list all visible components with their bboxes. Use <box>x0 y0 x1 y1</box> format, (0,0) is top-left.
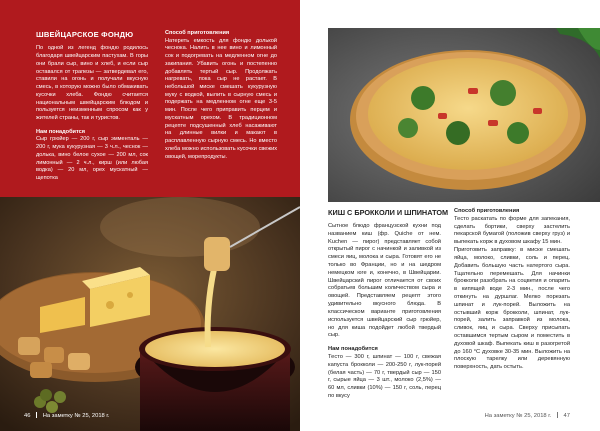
footer-divider <box>557 412 558 418</box>
quiche-method-heading: Способ приготовления <box>454 208 520 214</box>
quiche-intro: Сытное блюдо французской кухни под названием киш (фр. Quiche от нем. Kuchen — пирог) представляет собой открытый пирог с начинкой и заливкой из смеси яиц, молока и сыра. Готовят его не только во Франции, но и на шедром немецком юге и, конечно, в Швейцарии. Швейцарский пирог отличается от своих собратьев большим количеством сыра и овощей. Представляем рецепт этого удивительно вкусного блюда. В классическом варианте приготовления используется швейцарский сыр грюйер, но для киша подойдет любой твердый сыр. <box>328 222 441 339</box>
recipe-title-quiche: КИШ С БРОККОЛИ И ШПИНАТОМ <box>328 208 449 217</box>
recipe-title-fondue: ШВЕЙЦАРСКОЕ ФОНДЮ <box>36 30 134 39</box>
quiche-ingredients-heading: Нам понадобится <box>328 346 378 353</box>
left-column-1 <box>36 30 148 183</box>
right-footer <box>481 412 570 419</box>
issue-label-left: На заметку № 25, 2018 г. <box>42 413 110 419</box>
fondue-ingredients-heading: Нам понадобится <box>36 128 86 135</box>
quiche-method-step-2: Приготовить заправку: в миске смешать яйца, молоко, сливки, соль и перец. Добавить большую часть натертого сыра. Тщательно перемешать. Для начинки брокколи разобрать на соцветия и опарить в кипящей воде 2-3 мин., после чего откинуть на дуршлаг. Мелко порезать шпинат и лук-порей. Выложить на остывший корж брокколи, шпинат, лук-порей, залить заправкой из молока, сливок, яиц и сыра. Сверху присыпать оставшимся тертым сыром и поместить в духовой шкаф. Выпекать киш в разогретой до 160 °C духовке 30-35 мин. Выложить на плоскую тарелку или деревянную поверхность, дать остыть. <box>454 247 570 371</box>
quiche-photo <box>328 28 600 202</box>
right-page <box>300 0 600 431</box>
fondue-photo <box>0 197 300 431</box>
page-number-left: 46 <box>24 413 31 419</box>
page-number-right: 47 <box>563 413 570 419</box>
right-column-2 <box>454 208 570 372</box>
fondue-intro: По одной из легенд фондю родилось благодаря швейцарским пастухам. В горы они брали сыр, вино и хлеб, и если сыр оставался от трапезы — затвердевал его, ставили на огонь и получали вкусную смесь, в которую можно было обмакивать кусочки хлеба. Фондю считается национальным швейцарским блюдом и пользуется неизменным спросом как у жителей страны, так и туристов. <box>36 45 148 121</box>
left-column-2 <box>165 30 277 161</box>
fondue-method: Натереть емкость для фондю долькой чеснока. Налить в нее вино и лимонный сок и подогревать на медленном огне до закипания. Убавить огонь и постепенно добавлять тертый сыр. Продолжать нагревать, пока сыр не растает. В небольшой миске смешать кукурузную муку с водкой, вылить в сырную смесь и подержать на медленном огне еще 3-5 мин. После чего приправить перцем и мускатным орехом. В традиционном рецепте подсушенный хлеб насаживают на длинные вилки и макают в расплавленную сырную смесь. Но вместо хлеба можно использовать кусочки свежих овощей, морепродукты. <box>165 37 277 160</box>
quiche-method-step-1: Тесто раскатать по форме для запекания, сделать бортики, сверху застелить пекарской бумагой (положив сверху груз) и выпекать корж в духовом шкафу 15 мин. <box>454 215 570 246</box>
quiche-ingredients: Тесто — 300 г, шпинат — 100 г, свежая капуста брокколи — 200-250 г, лук-порей (белая часть) — 70 г, твердый сыр — 150 г, сырые яйца — 3 шт., молоко (2,5%) — 60 мл, сливки (10%) — 150 г, соль, перец по вкусу <box>328 353 441 400</box>
left-footer <box>24 412 113 419</box>
fondue-method-heading: Способ приготовления <box>165 30 230 36</box>
footer-divider <box>36 412 37 418</box>
right-column-1 <box>328 208 449 401</box>
issue-label-right: На заметку № 25, 2018 г. <box>484 413 552 419</box>
fondue-ingredients: Сыр грюйер — 200 г, сыр эмменталь — 200 г, мука кукурузная — 3 ч.л., чеснок — долька, вино белое сухое — 200 мл, сок лимонный — 2 ч.л., кирш (или любая водка) — 20 мл, орех мускатный — щепотка <box>36 136 148 181</box>
